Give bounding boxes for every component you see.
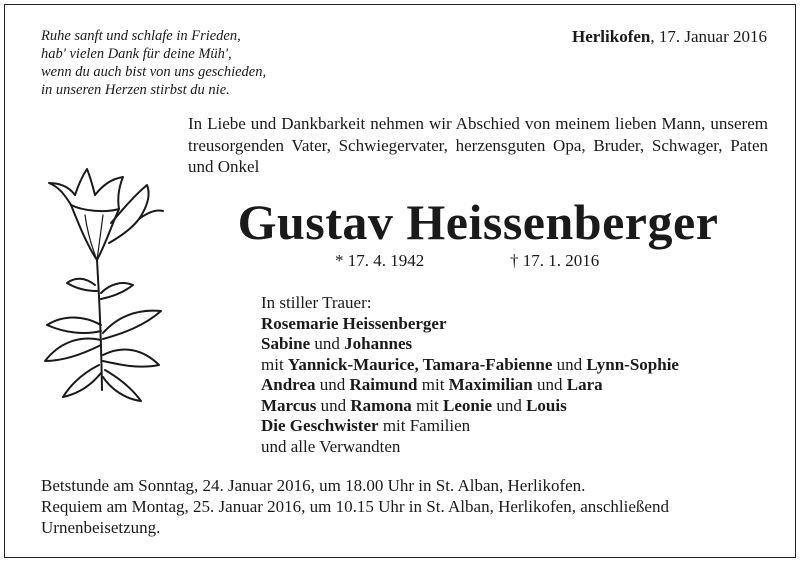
mourners-heading: In stiller Trauer:: [261, 293, 372, 312]
mourner-name: Marcus: [261, 395, 317, 415]
gentian-flower-icon: [39, 165, 169, 405]
connector-text: und: [552, 354, 587, 374]
poem-line: in unseren Herzen stirbst du nie.: [41, 82, 230, 98]
mourner-name: Raimund: [349, 375, 418, 394]
farewell-intro: In Liebe und Dankbarkeit nehmen wir Abschied von meinem lieben Mann, unserem treusorgenden Vater, Schwiegervater, herzensguten Opa, Bruder, Schwager, Paten und Onkel: [188, 114, 768, 176]
connector-text: und: [532, 375, 567, 394]
connector-text: mit: [261, 354, 288, 374]
mourner-line: [261, 416, 781, 437]
place-name: Herlikofen: [571, 27, 651, 46]
poem-line: Ruhe sanft und schlafe in Frieden,: [41, 28, 241, 44]
mourner-name: Lara: [566, 375, 603, 394]
mourner-line: [261, 355, 781, 376]
mourner-name: Andrea: [261, 375, 316, 394]
connector-text: und: [316, 395, 351, 415]
mourners-list: [261, 293, 781, 457]
mourner-name: Die Geschwister: [261, 416, 379, 435]
poem-line: hab' vielen Dank für deine Müh',: [41, 46, 232, 62]
service-details: [41, 475, 771, 538]
deceased-name: Gustav Heissenberger: [237, 194, 719, 250]
mourner-name: Ramona: [350, 395, 412, 415]
prayer-service-text: Betstunde am Sonntag, 24. Januar 2016, um 18.00 Uhr in St. Alban, Herlikofen.: [41, 476, 586, 495]
mourner-line: [261, 375, 781, 396]
obituary-notice: [4, 4, 796, 558]
mourner-name: Leonie: [442, 395, 493, 415]
birth-date: * 17. 4. 1942: [335, 251, 425, 270]
notice-date: , 17. Januar 2016: [650, 27, 767, 46]
connector-text: mit Familien: [378, 416, 471, 435]
mourner-relatives: und alle Verwandten: [261, 436, 401, 456]
poem-line: wenn du auch bist von uns geschieden,: [41, 64, 267, 80]
mourner-name: Johannes: [344, 334, 413, 353]
mourner-name: Yannick-Maurice, Tamara-Fabienne: [287, 354, 553, 374]
connector-text: mit: [417, 375, 449, 394]
mourner-wife: Rosemarie Heissenberger: [261, 313, 447, 333]
mourner-line: [261, 396, 781, 417]
mourner-name: Lynn-Sophie: [586, 354, 679, 374]
memorial-poem: [41, 27, 371, 99]
connector-text: und: [492, 395, 527, 415]
connector-text: mit: [411, 395, 443, 415]
requiem-text: Requiem am Montag, 25. Januar 2016, um 10.15 Uhr in St. Alban, Herlikofen, anschließend Urnenbeisetzung.: [41, 497, 669, 537]
mourner-name: Sabine: [261, 334, 311, 353]
connector-text: und: [310, 334, 345, 353]
place-and-date: [572, 27, 767, 47]
connector-text: und: [315, 375, 350, 394]
mourner-name: Maximilian: [448, 375, 533, 394]
mourner-name: Louis: [526, 395, 567, 415]
death-date: † 17. 1. 2016: [510, 251, 600, 270]
mourner-line: [261, 334, 781, 355]
